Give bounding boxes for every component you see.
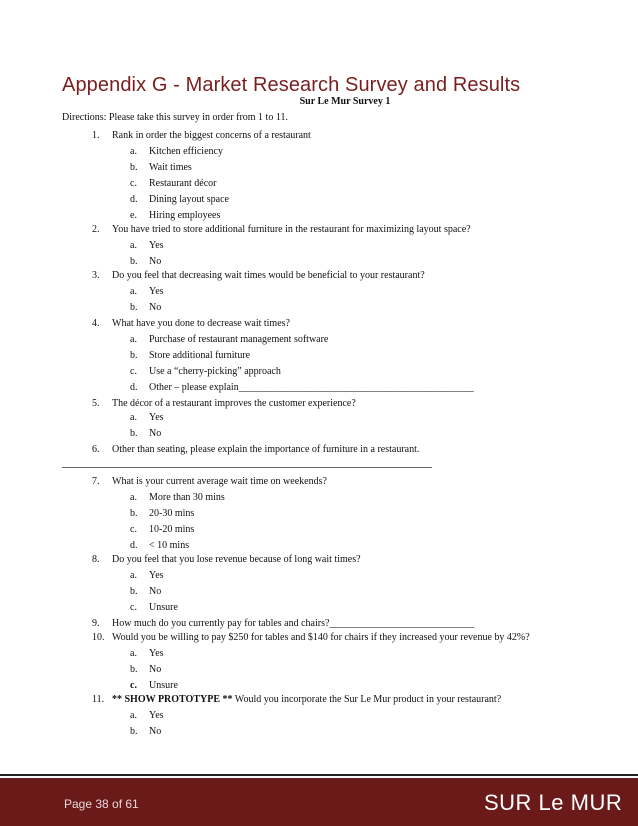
- brand-logo-text: SUR Le MUR: [484, 790, 623, 815]
- option-text: Use a “cherry-picking” approach: [149, 366, 281, 377]
- question-number: 10.: [92, 632, 105, 643]
- option-text: Yes: [149, 648, 164, 659]
- option-text: Other – please explain_______________________________________________: [149, 382, 474, 393]
- question-text: You have tried to store additional furniture in the restaurant for maximizing layout space?: [112, 224, 471, 235]
- survey-title: Sur Le Mur Survey 1: [299, 96, 391, 107]
- question-text: [112, 694, 501, 706]
- option-text: No: [149, 302, 162, 313]
- option-letter: c.: [130, 524, 137, 535]
- question-number: 8.: [92, 554, 100, 565]
- option-text: Yes: [149, 710, 164, 721]
- question-number: 3.: [92, 270, 100, 281]
- question-text: Would you be willing to pay $250 for tables and $140 for chairs if they increased your revenue by 42%?: [112, 632, 530, 643]
- question-text: The décor of a restaurant improves the customer experience?: [112, 398, 356, 409]
- question-number: 1.: [92, 130, 100, 141]
- page-heading: Appendix G - Market Research Survey and Results: [62, 74, 521, 96]
- option-text: 10-20 mins: [149, 524, 195, 535]
- option-text: Yes: [149, 570, 164, 581]
- option-text: Unsure: [149, 680, 178, 691]
- question-number: 9.: [92, 618, 100, 629]
- question-bold-prefix: ** SHOW PROTOTYPE **: [112, 694, 233, 705]
- option-letter: a.: [130, 334, 137, 345]
- option-letter: b.: [130, 256, 138, 267]
- option-letter: a.: [130, 286, 137, 297]
- option-letter: a.: [130, 492, 137, 503]
- option-text: Restaurant décor: [149, 178, 217, 189]
- option-letter: a.: [130, 240, 137, 251]
- option-letter: b.: [130, 162, 138, 173]
- option-letter: b.: [130, 428, 138, 439]
- footer-divider: [0, 774, 638, 776]
- option-letter: b.: [130, 726, 138, 737]
- option-text: 20-30 mins: [149, 508, 195, 519]
- option-letter: a.: [130, 412, 137, 423]
- option-letter: a.: [130, 648, 137, 659]
- option-letter: b.: [130, 302, 138, 313]
- option-text: Yes: [149, 412, 164, 423]
- question-number: 5.: [92, 398, 100, 409]
- question-text: How much do you currently pay for tables and chairs?_____________________________: [112, 618, 475, 629]
- question-text: Do you feel that you lose revenue because of long wait times?: [112, 554, 361, 565]
- option-letter: c.: [130, 680, 137, 691]
- directions-text: Directions: Please take this survey in order from 1 to 11.: [62, 112, 288, 123]
- option-letter: b.: [130, 508, 138, 519]
- option-letter: b.: [130, 664, 138, 675]
- option-letter: a.: [130, 146, 137, 157]
- option-letter: d.: [130, 194, 138, 205]
- option-text: No: [149, 664, 162, 675]
- option-text: Hiring employees: [149, 210, 221, 221]
- option-text: No: [149, 586, 162, 597]
- option-letter: b.: [130, 350, 138, 361]
- option-text: Store additional furniture: [149, 350, 251, 361]
- option-text: Kitchen efficiency: [149, 146, 223, 157]
- option-letter: a.: [130, 710, 137, 721]
- option-letter: c.: [130, 602, 137, 613]
- option-text: More than 30 mins: [149, 492, 225, 503]
- option-letter: e.: [130, 210, 137, 221]
- option-text: Dining layout space: [149, 194, 229, 205]
- option-text: Unsure: [149, 602, 178, 613]
- page-number: Page 38 of 61: [64, 797, 139, 811]
- option-text: < 10 mins: [149, 540, 190, 551]
- question-text: Other than seating, please explain the importance of furniture in a restaurant.: [112, 444, 420, 455]
- option-text: No: [149, 256, 162, 267]
- question-number: 6.: [92, 444, 100, 455]
- option-letter: d.: [130, 382, 138, 393]
- question-number: 7.: [92, 476, 100, 487]
- option-letter: a.: [130, 570, 137, 581]
- question-number: 2.: [92, 224, 100, 235]
- option-text: Yes: [149, 286, 164, 297]
- option-text: Yes: [149, 240, 164, 251]
- question-text: Rank in order the biggest concerns of a restaurant: [112, 130, 311, 141]
- question-text: Do you feel that decreasing wait times would be beneficial to your restaurant?: [112, 270, 425, 281]
- question-text: What have you done to decrease wait times?: [112, 318, 290, 329]
- option-text: Wait times: [149, 162, 192, 173]
- option-letter: d.: [130, 540, 138, 551]
- question-number: 11.: [92, 694, 105, 705]
- answer-line: [62, 467, 432, 468]
- option-text: No: [149, 428, 162, 439]
- option-text: No: [149, 726, 162, 737]
- option-letter: b.: [130, 586, 138, 597]
- question-text-rest: Would you incorporate the Sur Le Mur product in your restaurant?: [232, 694, 502, 705]
- option-letter: c.: [130, 366, 137, 377]
- option-letter: c.: [130, 178, 137, 189]
- option-text: Purchase of restaurant management software: [149, 334, 329, 345]
- question-number: 4.: [92, 318, 100, 329]
- question-text: What is your current average wait time on weekends?: [112, 476, 327, 487]
